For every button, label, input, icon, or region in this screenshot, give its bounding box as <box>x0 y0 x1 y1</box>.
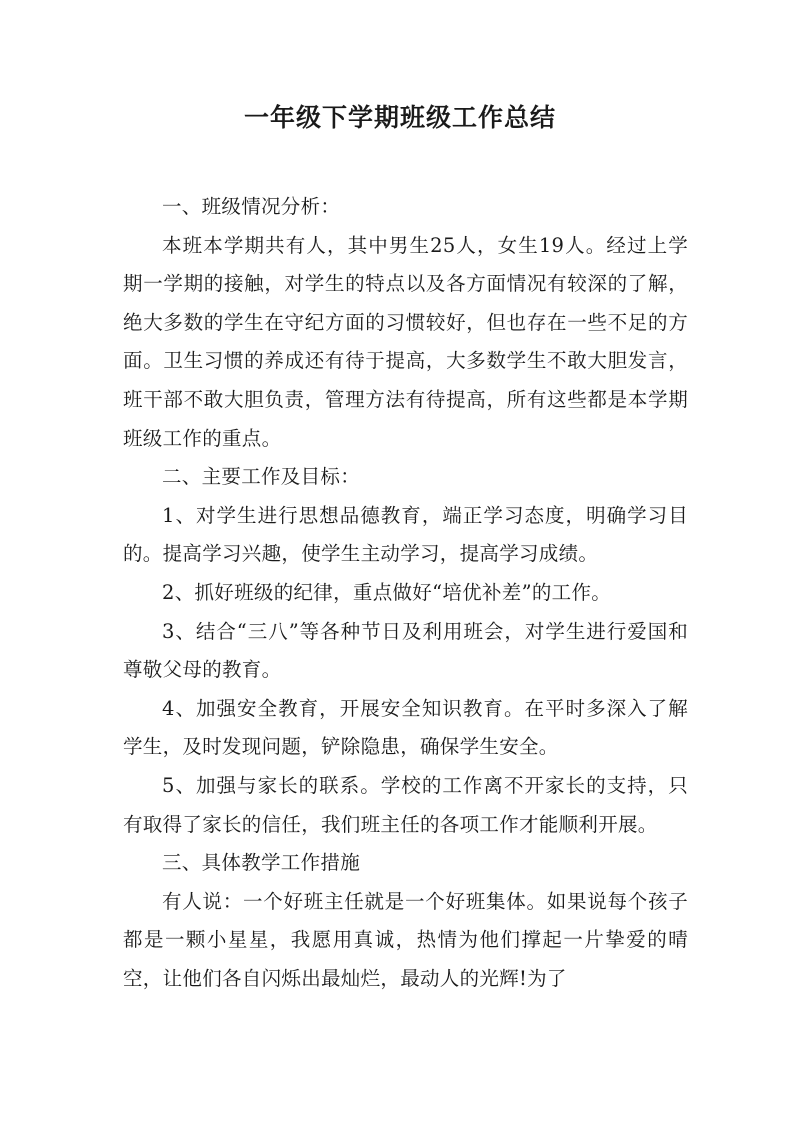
document-title: 一年级下学期班级工作总结 <box>243 103 556 132</box>
goal-item-2: 2、抓好班级的纪律，重点做好“培优补差”的工作。 <box>162 580 612 604</box>
paragraph-class-analysis: 本班本学期共有人，其中男生25人，女生19人。经过上学期一学期的接触，对学生的特点以及各方面情况有较深的了解，绝大多数的学生在守纪方面的习惯较好，但也存在一些不足的方面。卫生习惯的养成还有待于提高，大多数学生不敢大胆发言，班干部不敢大胆负责，管理方法有待提高，所有这些都是本学期班级工作的重点。 <box>123 233 688 450</box>
document-body <box>123 188 688 998</box>
goal-item-1: 1、对学生进行思想品德教育，端正学习态度，明确学习目的。提高学习兴趣，使学生主动学习，提高学习成绩。 <box>123 503 688 566</box>
goal-item-3: 3、结合“三八”等各种节日及利用班会，对学生进行爱国和尊敬父母的教育。 <box>123 619 688 682</box>
paragraph-measures: 有人说：一个好班主任就是一个好班集体。如果说每个孩子都是一颗小星星，我愿用真诚，热情为他们撑起一片挚爱的晴空，让他们各自闪烁出最灿烂，最动人的光辉!为了 <box>123 889 688 990</box>
section-heading-3: 三、具体教学工作措施 <box>162 851 361 875</box>
goal-item-5: 5、加强与家长的联系。学校的工作离不开家长的支持，只有取得了家长的信任，我们班主任的各项工作才能顺利开展。 <box>123 773 688 836</box>
section-heading-1: 一、班级情况分析： <box>162 195 341 218</box>
goal-item-4: 4、加强安全教育，开展安全知识教育。在平时多深入了解学生，及时发现问题，铲除隐患，确保学生安全。 <box>123 696 688 759</box>
section-heading-2: 二、主要工作及目标： <box>162 465 361 489</box>
